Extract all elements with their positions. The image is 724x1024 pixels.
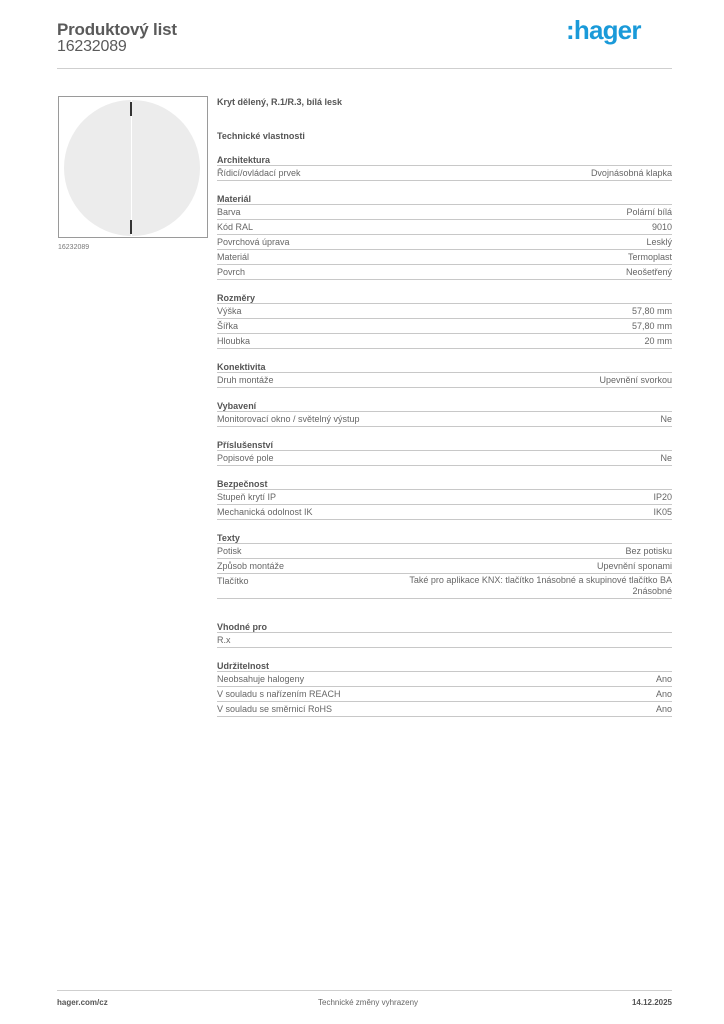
spec-row bbox=[217, 505, 672, 520]
section-title: Technické vlastnosti bbox=[217, 131, 305, 141]
product-number: 16232089 bbox=[57, 38, 127, 55]
spec-value: Polární bílá bbox=[626, 207, 672, 217]
spec-label: Potisk bbox=[217, 546, 242, 556]
group-prislusenstvi bbox=[217, 439, 672, 466]
footer-website-link[interactable]: hager.com/cz bbox=[57, 998, 108, 1007]
spec-label: R.x bbox=[217, 635, 231, 645]
footer-date: 14.12.2025 bbox=[631, 998, 672, 1007]
spec-value: Dvojnásobná klapka bbox=[590, 168, 672, 178]
spec-row bbox=[217, 265, 672, 280]
spec-row bbox=[217, 166, 672, 181]
spec-label: Povrchová úprava bbox=[217, 237, 290, 247]
footer-divider bbox=[57, 990, 672, 991]
group-title: Konektivita bbox=[217, 361, 672, 373]
spec-row bbox=[217, 412, 672, 427]
spec-value: Také pro aplikace KNX: tlačítko 1násobné a skupinové tlačítko BA 2násobné bbox=[409, 575, 672, 596]
spec-row bbox=[217, 220, 672, 235]
rocker-cover-disc bbox=[64, 100, 200, 236]
group-udrzitelnost bbox=[217, 660, 672, 717]
spec-label: V souladu s nařízením REACH bbox=[217, 689, 341, 699]
spec-label: Materiál bbox=[217, 252, 250, 262]
spec-row bbox=[217, 373, 672, 388]
group-rozmery bbox=[217, 292, 672, 349]
spec-row bbox=[217, 702, 672, 717]
spec-row bbox=[217, 672, 672, 687]
group-title: Vybavení bbox=[217, 400, 672, 412]
spec-value: Ano bbox=[655, 704, 672, 714]
spec-label: Barva bbox=[217, 207, 241, 217]
group-title: Architektura bbox=[217, 154, 672, 166]
group-konektivita bbox=[217, 361, 672, 388]
spec-label: V souladu se směrnicí RoHS bbox=[217, 704, 333, 714]
spec-row bbox=[217, 235, 672, 250]
spec-label: Výška bbox=[217, 306, 242, 316]
spec-row bbox=[217, 304, 672, 319]
spec-value: IP20 bbox=[653, 492, 672, 502]
spec-value: Ne bbox=[660, 414, 672, 424]
notch-top bbox=[130, 102, 132, 116]
group-title: Materiál bbox=[217, 193, 672, 205]
hager-logo: :hager bbox=[566, 15, 641, 45]
spec-row bbox=[217, 574, 672, 599]
product-image bbox=[58, 96, 208, 238]
spec-row bbox=[217, 687, 672, 702]
group-vhodne-pro bbox=[217, 621, 672, 648]
product-name: Kryt dělený, R.1/R.3, bílá lesk bbox=[217, 97, 343, 107]
image-caption: 16232089 bbox=[58, 244, 90, 251]
spec-label: Způsob montáže bbox=[217, 561, 285, 571]
spec-label: Hloubka bbox=[217, 336, 251, 346]
spec-label: Povrch bbox=[217, 267, 246, 277]
group-vybaveni bbox=[217, 400, 672, 427]
spec-row bbox=[217, 559, 672, 574]
group-material bbox=[217, 193, 672, 280]
spec-label: Monitorovací okno / světelný výstup bbox=[217, 414, 360, 424]
spec-value: Ano bbox=[655, 689, 672, 699]
spec-label: Neobsahuje halogeny bbox=[217, 674, 305, 684]
spec-value: Ne bbox=[660, 453, 672, 463]
notch-bottom bbox=[130, 220, 132, 234]
spec-label: Popisové pole bbox=[217, 453, 274, 463]
group-title: Udržitelnost bbox=[217, 660, 672, 672]
spec-value: Termoplast bbox=[627, 252, 672, 262]
spec-value: IK05 bbox=[653, 507, 672, 517]
spec-value: Upevnění svorkou bbox=[599, 375, 672, 385]
spec-label: Mechanická odolnost IK bbox=[217, 507, 313, 517]
spec-value: Bez potisku bbox=[625, 546, 672, 556]
spec-value: 20 mm bbox=[644, 336, 672, 346]
spec-label: Šířka bbox=[217, 321, 239, 331]
spec-row bbox=[217, 205, 672, 220]
group-architektura bbox=[217, 154, 672, 181]
spec-row bbox=[217, 250, 672, 265]
page-title: Produktový list bbox=[57, 20, 177, 39]
spec-row bbox=[217, 490, 672, 505]
spec-label: Druh montáže bbox=[217, 375, 274, 385]
group-title: Texty bbox=[217, 532, 672, 544]
spec-label: Stupeň krytí IP bbox=[217, 492, 277, 502]
group-title: Rozměry bbox=[217, 292, 672, 304]
split-line bbox=[131, 100, 132, 236]
spec-value: Upevnění sponami bbox=[596, 561, 672, 571]
spec-row bbox=[217, 451, 672, 466]
spec-label: Kód RAL bbox=[217, 222, 254, 232]
group-texty bbox=[217, 532, 672, 599]
spec-value: 57,80 mm bbox=[631, 321, 672, 331]
spec-row bbox=[217, 319, 672, 334]
group-title: Vhodné pro bbox=[217, 621, 672, 633]
spec-label: Řídicí/ovládací prvek bbox=[217, 168, 301, 178]
spec-value: Ano bbox=[655, 674, 672, 684]
spec-value: 9010 bbox=[651, 222, 672, 232]
footer-disclaimer: Technické změny vyhrazeny bbox=[318, 998, 419, 1007]
group-title: Bezpečnost bbox=[217, 478, 672, 490]
group-bezpecnost bbox=[217, 478, 672, 520]
spec-value: Lesklý bbox=[646, 237, 672, 247]
header-divider bbox=[57, 68, 672, 69]
spec-row bbox=[217, 544, 672, 559]
spec-value: 57,80 mm bbox=[631, 306, 672, 316]
specifications bbox=[217, 96, 672, 717]
spec-label: Tlačítko bbox=[217, 576, 249, 586]
spec-row bbox=[217, 633, 672, 648]
spec-value: Neošetřený bbox=[625, 267, 672, 277]
spec-row bbox=[217, 334, 672, 349]
group-title: Příslušenství bbox=[217, 439, 672, 451]
